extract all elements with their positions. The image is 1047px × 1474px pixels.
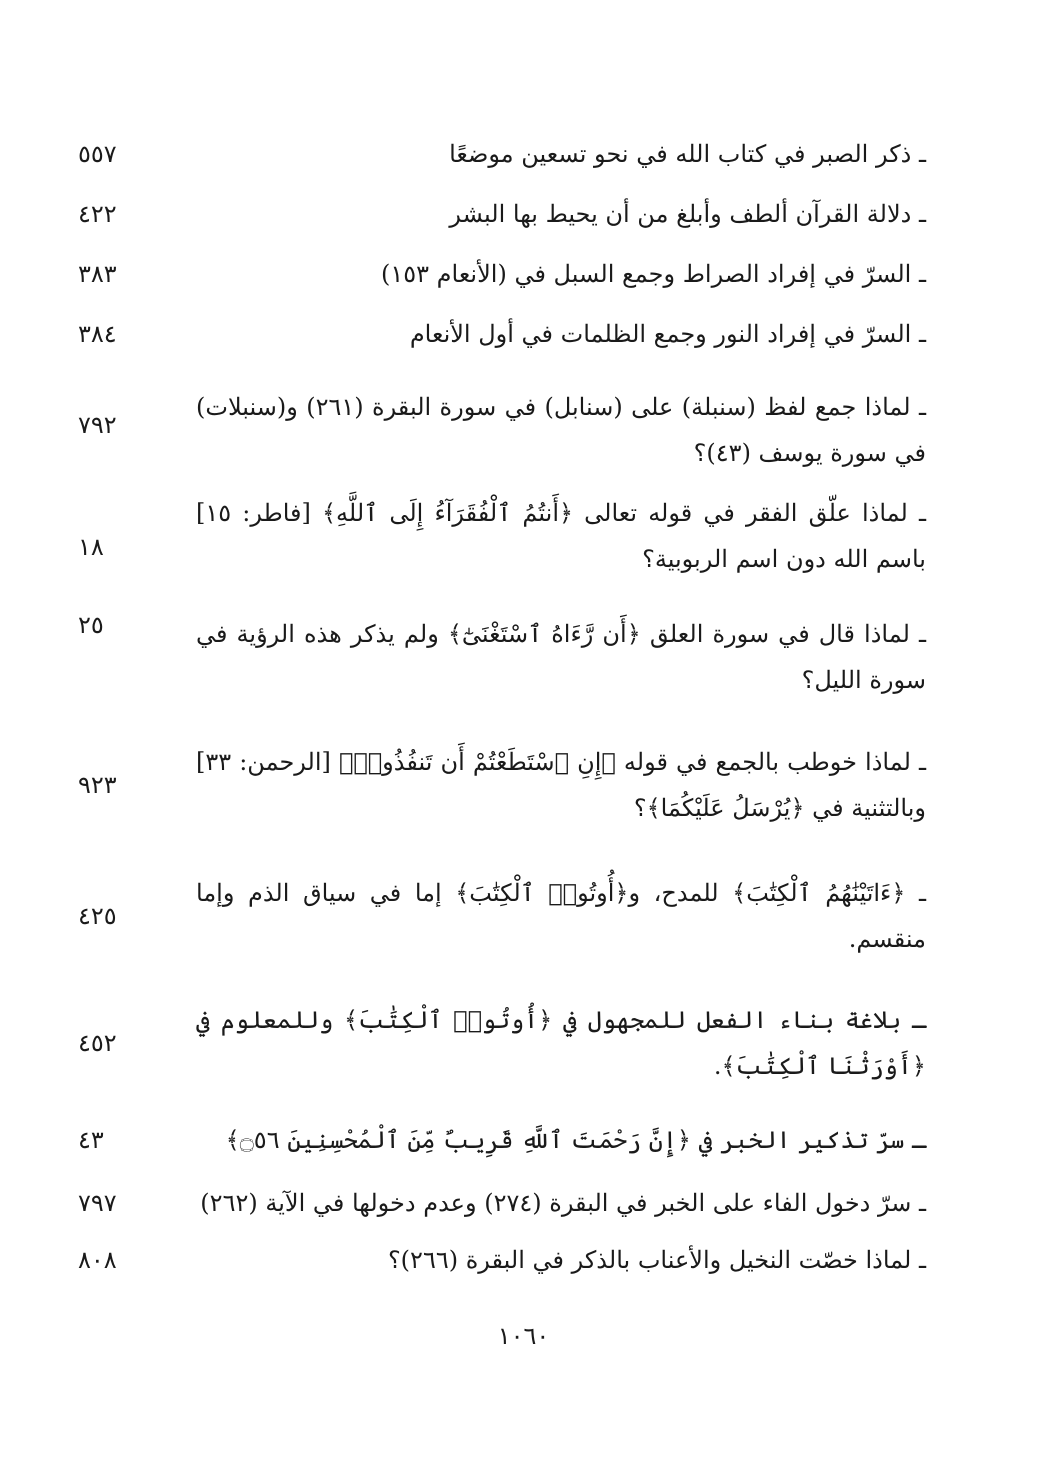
entry-text: ـ ذكر الصبر في كتاب الله في نحو تسعين موضعًا	[449, 140, 926, 168]
entry-page-number: ٤٢٥	[78, 902, 117, 930]
index-entry	[78, 244, 926, 304]
index-entry	[78, 1174, 926, 1232]
entry-text: ـ السرّ في إفراد الصراط وجمع السبل في (الأنعام ١٥٣)	[381, 260, 926, 288]
entry-page-number: ٥٥٧	[78, 140, 117, 168]
entry-page-number: ٤٥٢	[78, 1029, 117, 1057]
entry-text: ـ السرّ في إفراد النور وجمع الظلمات في أول الأنعام	[409, 320, 926, 348]
index-entry	[78, 980, 926, 1106]
entry-page-number: ٩٢٣	[78, 771, 117, 799]
entry-page-number: ٨٠٨	[78, 1246, 117, 1274]
entry-text: ـ ﴿ءَاتَيْنَٰهُمُ ٱلْكِتَٰبَ﴾ للمدح، و﴿أُوتُوا۟ ٱلْكِتَٰبَ﴾ إما في سياق الذم وإما منقسم.	[196, 879, 926, 953]
entry-text: ـ لماذا خوطب بالجمع في قوله ﴿إِنِ ٱسْتَطَعْتُمْ أَن تَنفُذُوا۟﴾ [الرحمن: ٣٣] وبالتثنية في ﴿يُرْسَلُ عَلَيْكُمَا﴾؟	[196, 748, 926, 822]
index-entry	[78, 718, 926, 852]
entry-text: ـ سرّ تذكير الخبر في ﴿إِنَّ رَحْمَتَ ٱللَّهِ قَرِيبٌ مِّنَ ٱلْمُحْسِنِينَ ۝٥٦﴾	[225, 1126, 926, 1154]
index-entry	[78, 184, 926, 244]
index-entry	[78, 124, 926, 184]
entry-page-number: ٣٨٤	[78, 320, 117, 348]
entry-page-number: ٤٣	[78, 1126, 104, 1154]
page-number: ١٠٦٠	[497, 1322, 550, 1350]
index-entry	[78, 364, 926, 476]
index-entry	[78, 1106, 926, 1174]
index-entry	[78, 596, 926, 718]
entry-text: ـ لماذا خصّت النخيل والأعناب بالذكر في البقرة (٢٦٦)؟	[387, 1246, 926, 1274]
entry-text: ـ لماذا جمع لفظ (سنبلة) على (سنابل) في سورة البقرة (٢٦١) و(سنبلات) في سورة يوسف (٤٣)؟	[196, 393, 926, 467]
index-entry	[78, 304, 926, 364]
index-entry	[78, 1232, 926, 1288]
entry-text: ـ دلالة القرآن ألطف وأبلغ من أن يحيط بها البشر	[449, 200, 926, 228]
entry-page-number: ٢٥	[78, 611, 104, 639]
index-entry	[78, 852, 926, 980]
entry-page-number: ١٨	[78, 533, 104, 561]
index-entry	[78, 476, 926, 596]
entry-page-number: ٤٢٢	[78, 200, 117, 228]
entry-text: ـ لماذا علّق الفقر في قوله تعالى ﴿أَنتُمُ ٱلْفُقَرَآءُ إِلَى ٱللَّهِ﴾ [فاطر: ١٥] باسم الله دون اسم الربوبية؟	[196, 499, 926, 573]
entry-page-number: ٣٨٣	[78, 260, 117, 288]
entry-text: ـ سرّ دخول الفاء على الخبر في البقرة (٢٧٤) وعدم دخولها في الآية (٢٦٢)	[200, 1189, 926, 1217]
entry-page-number: ٧٩٧	[78, 1189, 117, 1217]
index-entries	[78, 124, 926, 1288]
entry-text: ـ بلاغة بناء الفعل للمجهول في ﴿أُوتُوا۟ ٱلْكِتَٰبَ﴾ وللمعلوم في ﴿أَوْرَثْنَا ٱلْكِتَٰبَ﴾.	[196, 1006, 926, 1080]
entry-page-number: ٧٩٢	[78, 411, 117, 439]
entry-text: ـ لماذا قال في سورة العلق ﴿أَن رَّءَاهُ ٱسْتَغْنَىٰٓ﴾ ولم يذكر هذه الرؤية في سورة الليل؟	[196, 620, 926, 694]
